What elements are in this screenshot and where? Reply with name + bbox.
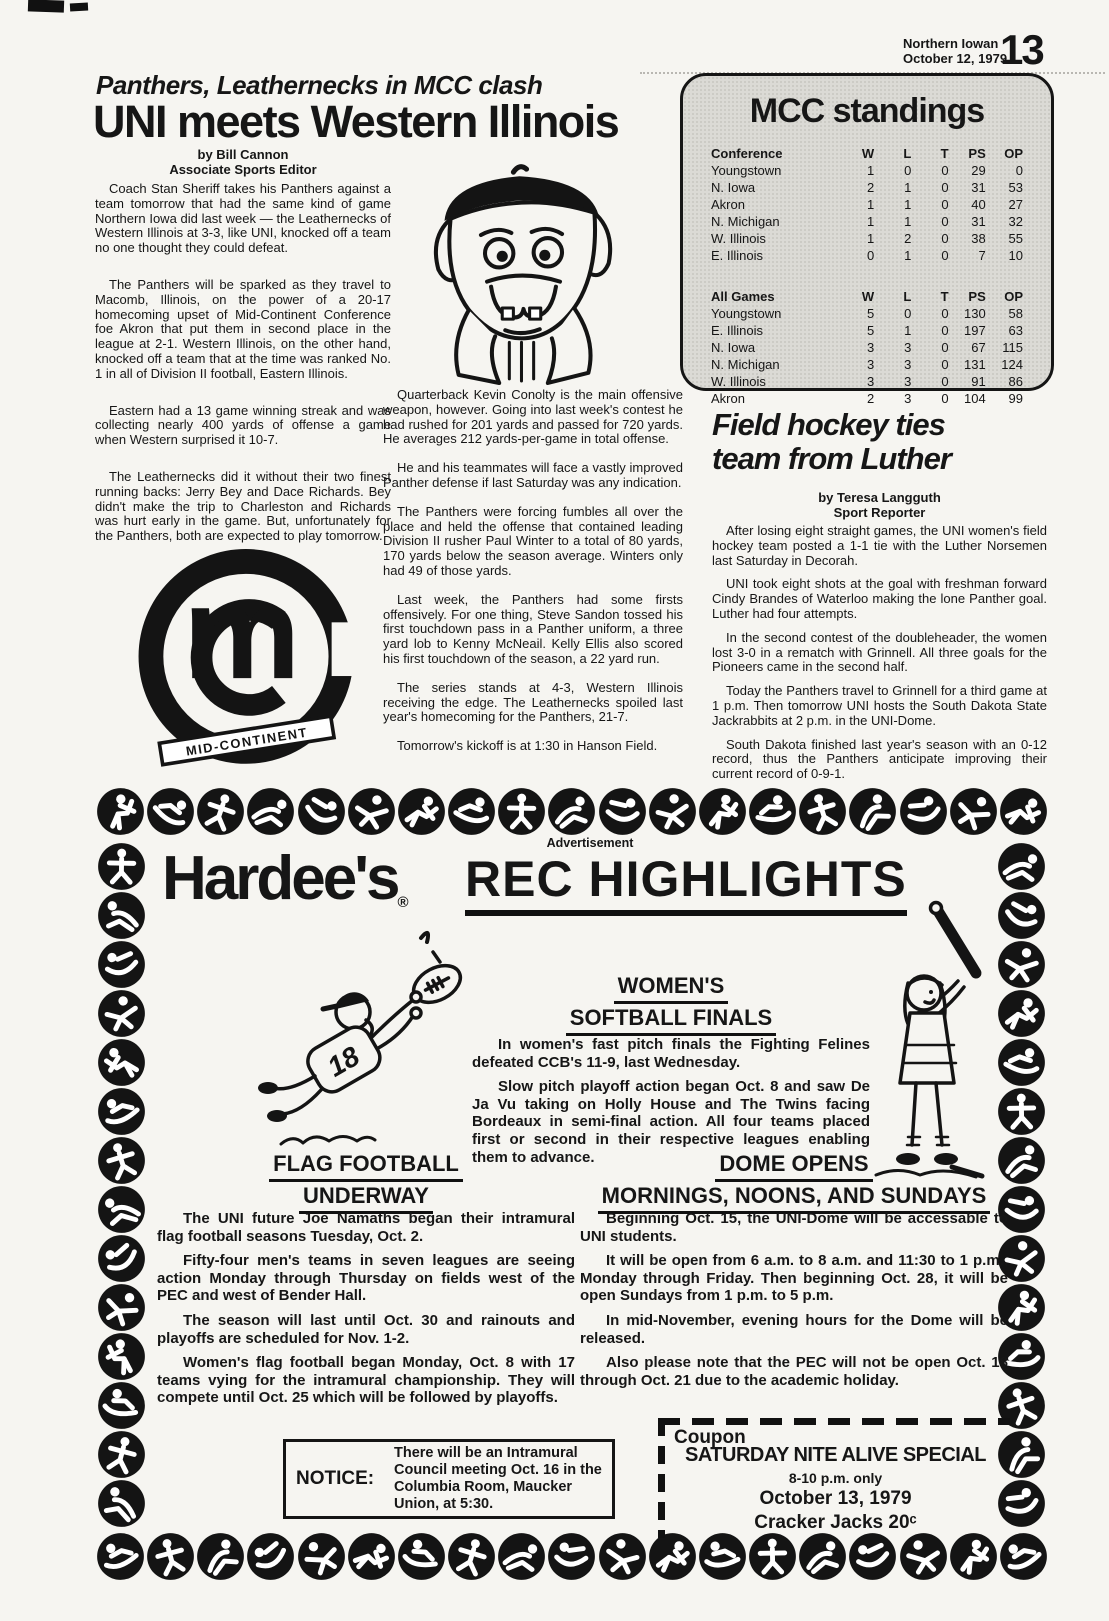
stat-value: 0 <box>941 374 949 389</box>
sports-pictogram-icon <box>97 842 146 891</box>
paragraph: South Dakota finished last year's season with an 0-12 record, thus the Panthers anticipate improving their current record of 0-9-1. <box>712 736 1047 782</box>
sports-pictogram-icon <box>246 787 295 836</box>
kicker-headline: Panthers, Leathernecks in MCC clash <box>96 70 543 100</box>
stat-value: 2 <box>904 231 912 246</box>
page-number: 13 <box>1000 26 1043 73</box>
hockey-byline-author: by Teresa Langguth <box>818 490 941 505</box>
sports-pictogram-icon <box>246 1532 295 1581</box>
paragraph: Slow pitch playoff action began Oct. 8 and saw De Ja Vu taking on Holly House and The Twins facing Bordeaux in semi-final action. All four teams placed first or second in their respective leagues enabling them to advance. <box>472 1078 870 1166</box>
stat-value: 1 <box>866 163 875 178</box>
sports-pictogram-icon <box>97 1283 146 1332</box>
standings-column-header: W <box>861 289 875 304</box>
sports-pictogram-icon <box>96 787 145 836</box>
stat-value: 53 <box>1008 180 1023 195</box>
football-player-illustration <box>225 918 483 1158</box>
print-mark <box>28 0 64 13</box>
standings-row <box>711 322 1023 339</box>
advertisement-label: Advertisement <box>546 836 634 850</box>
standings-column-header: OP <box>1004 146 1023 161</box>
standings-table <box>711 288 1023 407</box>
stat-value: 0 <box>941 231 949 246</box>
sports-pictogram-icon <box>598 787 647 836</box>
article-column-1 <box>95 182 391 566</box>
team-name: W. Illinois <box>711 374 766 389</box>
sports-pictogram-icon <box>899 787 948 836</box>
paragraph: In the second contest of the doubleheader, the women lost 3-0 in a rematch with Grinnell. All three goals for the Pioneers came in the second half. <box>712 629 1047 675</box>
sports-pictogram-icon <box>397 787 446 836</box>
sports-pictogram-icon <box>698 787 747 836</box>
stat-value: 0 <box>904 163 912 178</box>
paragraph: The series stands at 4-3, Western Illinois receiving the edge. The Leathernecks spoiled last year's homecoming for the Panthers, 21-7. <box>383 679 683 725</box>
standings-section-label: Conference <box>711 146 783 161</box>
team-name: Akron <box>711 197 745 212</box>
stat-value: 0 <box>904 306 912 321</box>
sports-pictogram-icon <box>598 1532 647 1581</box>
sports-pictogram-icon <box>347 787 396 836</box>
standings-column-header: W <box>861 146 875 161</box>
stat-value: 1 <box>904 180 912 195</box>
standings-title: MCC standings <box>749 92 985 130</box>
sports-pictogram-icon <box>997 940 1046 989</box>
paragraph: Tomorrow's kickoff is at 1:30 in Hanson Field. <box>397 738 658 754</box>
standings-row <box>711 230 1023 247</box>
stat-value: 0 <box>941 197 949 212</box>
paragraph: Eastern had a 13 game winning streak and was collecting nearly 400 yards of offense a game when Western surprised it 10-7. <box>95 402 391 448</box>
stat-value: 2 <box>866 391 875 406</box>
team-name: Akron <box>711 391 745 406</box>
stat-value: 29 <box>971 163 986 178</box>
sports-pictogram-icon <box>748 787 797 836</box>
stat-value: 1 <box>866 214 875 229</box>
paragraph: Last week, the Panthers had some firsts offensively. For one thing, Steve Sandon tossed his first touchdown pass in a Panther uniform, a three yard lob to Kenny McNeail. Kelly Ellis also scored his first touchdown of the season, a 22 yard run. <box>383 591 683 666</box>
standings-column-header: PS <box>968 146 986 161</box>
sports-pictogram-icon <box>96 1532 145 1581</box>
coupon-title: SATURDAY NITE ALIVE SPECIAL <box>685 1444 986 1466</box>
stat-value: 197 <box>964 323 986 338</box>
stat-value: 1 <box>904 197 912 212</box>
stat-value: 0 <box>941 180 949 195</box>
team-name: Youngstown <box>711 306 782 321</box>
sports-pictogram-icon <box>97 1185 146 1234</box>
sports-pictogram-icon <box>748 1532 797 1581</box>
sports-pictogram-icon <box>848 1532 897 1581</box>
sports-icon-border-bottom <box>96 1532 1048 1581</box>
coupon <box>658 1418 1010 1538</box>
paragraph: Women's flag football began Monday, Oct. 8 with 17 teams vying for the intramural championship. They will compete until Oct. 25 which will be followed by playoffs. <box>157 1354 575 1407</box>
standings-row <box>711 162 1023 179</box>
standings-column-header: T <box>940 289 949 304</box>
stat-value: 55 <box>1008 231 1023 246</box>
hockey-byline-block <box>712 490 1047 520</box>
sports-pictogram-icon <box>97 989 146 1038</box>
standings-row <box>711 390 1023 407</box>
sports-pictogram-icon <box>547 1532 596 1581</box>
paragraph: Quarterback Kevin Conolty is the main offensive weapon, however. Going into last week's contest he had rushed for 201 yards and passed for 720 yards. He averages 212 yards-per-game in total offense. <box>383 387 683 447</box>
main-headline: UNI meets Western Illinois <box>93 96 619 147</box>
paragraph: Beginning Oct. 15, the UNI-Dome will be accessable to UNI students. <box>580 1210 1008 1245</box>
sports-pictogram-icon <box>297 787 346 836</box>
stat-value: 5 <box>866 306 875 321</box>
standings-tables <box>683 131 1051 407</box>
hardees-logo <box>162 843 409 914</box>
sports-pictogram-icon <box>997 842 1046 891</box>
print-mark <box>70 3 88 12</box>
paragraph: UNI took eight shots at the goal with freshman forward Cindy Brandes of Waterloo making the lone Panther goal. Luther had four attempts. <box>712 576 1047 621</box>
team-name: Youngstown <box>711 163 782 178</box>
sports-pictogram-icon <box>97 1136 146 1185</box>
stat-value: 3 <box>866 374 875 389</box>
sports-pictogram-icon <box>97 1430 146 1479</box>
hockey-headline-line1: Field hockey ties <box>712 407 945 442</box>
stat-value: 0 <box>941 323 949 338</box>
sports-pictogram-icon <box>997 1087 1046 1136</box>
rec-highlights-title: REC HIGHLIGHTS <box>465 850 907 916</box>
publication-name: Northern Iowan <box>903 36 999 51</box>
standings-row <box>711 356 1023 373</box>
sports-pictogram-icon <box>146 1532 195 1581</box>
paragraph: He and his teammates will face a vastly improved Panther defense if last Saturday was any indication. <box>383 460 683 490</box>
stat-value: 67 <box>971 340 986 355</box>
sports-pictogram-icon <box>848 787 897 836</box>
stat-value: 7 <box>978 248 986 263</box>
hardees-logo-text: Hardee's <box>162 844 398 913</box>
stat-value: 86 <box>1008 374 1023 389</box>
flag-football-heading-line1: FLAG FOOTBALL <box>269 1150 463 1182</box>
sports-pictogram-icon <box>447 787 496 836</box>
stat-value: 1 <box>904 323 912 338</box>
coupon-date: October 13, 1979 <box>759 1488 912 1509</box>
paragraph: The Panthers were forcing fumbles all over the place and held the offense that contained leading Division II rusher Paul Winter to a total of 80 yards, 170 yards below the season average. Winters only had 49 of those yards. <box>383 503 683 578</box>
dome-paragraphs <box>580 1210 1008 1396</box>
team-name: N. Michigan <box>711 214 780 229</box>
sports-pictogram-icon <box>196 787 245 836</box>
flag-football-heading-line2: UNDERWAY <box>299 1182 433 1214</box>
hockey-byline-title: Sport Reporter <box>833 505 926 520</box>
sports-pictogram-icon <box>648 787 697 836</box>
dome-heading-line1: DOME OPENS <box>715 1150 872 1182</box>
sports-pictogram-icon <box>447 1532 496 1581</box>
stat-value: 27 <box>1008 197 1023 212</box>
standings-column-header: T <box>940 146 949 161</box>
softball-heading-line1: WOMEN'S <box>614 972 729 1004</box>
stat-value: 32 <box>1008 214 1023 229</box>
sports-pictogram-icon <box>97 1234 146 1283</box>
stat-value: 58 <box>1008 306 1023 321</box>
hockey-headline <box>712 408 1047 476</box>
stat-value: 0 <box>941 340 949 355</box>
byline-block <box>95 147 391 177</box>
sports-pictogram-icon <box>97 891 146 940</box>
coupon-label: Coupon <box>674 1427 746 1448</box>
sports-pictogram-icon <box>949 787 998 836</box>
standings-column-header: L <box>903 146 912 161</box>
sports-pictogram-icon <box>97 940 146 989</box>
jersey-number: 18 <box>322 1040 365 1083</box>
stat-value: 0 <box>941 214 949 229</box>
stat-value: 115 <box>1002 340 1023 355</box>
sports-pictogram-icon <box>949 1532 998 1581</box>
mcc-standings-box <box>680 73 1054 406</box>
sports-pictogram-icon <box>97 1087 146 1136</box>
paragraph: Today the Panthers travel to Grinnell for a third game at 1 p.m. Then tomorrow UNI hosts the South Dakota State Jackrabbits at 2 p.m. in the UNI-Dome. <box>712 683 1047 728</box>
paragraph: After losing eight straight games, the UNI women's field hockey team posted a 1-1 tie with the Luther Norsemen last Saturday in Decorah. <box>712 523 1047 568</box>
standings-section-label: All Games <box>711 289 775 304</box>
sports-pictogram-icon <box>798 1532 847 1581</box>
flag-football-heading <box>157 1150 575 1214</box>
dome-heading <box>580 1150 1008 1214</box>
svg-text:m: m <box>182 559 301 708</box>
coupon-body <box>668 1444 1003 1534</box>
standings-row <box>711 339 1023 356</box>
stat-value: 31 <box>971 180 986 195</box>
stat-value: 38 <box>971 231 986 246</box>
flag-football-paragraphs <box>157 1210 575 1414</box>
registered-mark: ® <box>397 894 409 911</box>
sports-pictogram-icon <box>648 1532 697 1581</box>
stat-value: 2 <box>866 180 875 195</box>
team-name: W. Illinois <box>711 231 766 246</box>
stat-value: 40 <box>971 197 986 212</box>
coupon-time: 8-10 p.m. only <box>788 1470 883 1486</box>
stat-value: 3 <box>866 340 875 355</box>
sports-pictogram-icon <box>347 1532 396 1581</box>
sports-pictogram-icon <box>698 1532 747 1581</box>
stat-value: 124 <box>1001 357 1023 372</box>
sports-pictogram-icon <box>297 1532 346 1581</box>
sports-pictogram-icon <box>196 1532 245 1581</box>
sports-pictogram-icon <box>146 787 195 836</box>
team-name: E. Illinois <box>711 248 764 263</box>
stat-value: 0 <box>941 163 949 178</box>
standings-row <box>711 373 1023 390</box>
paragraph: The UNI future Joe Namaths began their intramural flag football seasons Tuesday, Oct. 2. <box>157 1210 575 1245</box>
paragraph: The season will last until Oct. 30 and rainouts and playoffs are scheduled for Nov. 1-2. <box>157 1311 575 1347</box>
stat-value: 0 <box>941 357 949 372</box>
stat-value: 104 <box>964 391 986 406</box>
stat-value: 130 <box>964 306 986 321</box>
stat-value: 91 <box>971 374 986 389</box>
stat-value: 3 <box>904 357 912 372</box>
bulldog-mascot-illustration <box>415 158 630 386</box>
notice-box <box>283 1439 615 1519</box>
sports-pictogram-icon <box>798 787 847 836</box>
publication-date: October 12, 1979 <box>903 51 1008 66</box>
sports-pictogram-icon <box>497 787 546 836</box>
hockey-headline-line2: team from Luther <box>712 441 951 476</box>
sports-pictogram-icon <box>997 891 1046 940</box>
standings-row <box>711 305 1023 322</box>
sports-pictogram-icon <box>97 1332 146 1381</box>
stat-value: 1 <box>904 248 912 263</box>
stat-value: 3 <box>866 357 875 372</box>
sports-pictogram-icon <box>97 1479 146 1528</box>
hockey-article-column <box>712 524 1047 791</box>
sports-pictogram-icon <box>999 1532 1048 1581</box>
sports-icon-border-top <box>96 787 1048 836</box>
paragraph: In women's fast pitch finals the Fighting Felines defeated CCB's 11-9, last Wednesday. <box>472 1036 870 1071</box>
standings-row <box>711 196 1023 213</box>
team-name: N. Iowa <box>711 340 756 355</box>
stat-value: 0 <box>1015 163 1023 178</box>
dome-heading-line2: MORNINGS, NOONS, AND SUNDAYS <box>598 1182 991 1214</box>
paragraph: The Leathernecks did it without their two finest running backs: Jerry Bey and Dace Richards. Bey didn't make the trip to Charleston and Richards was hurt early in the game. But, unfortunately for the Panthers, both are expected to play tomorrow. <box>95 468 391 544</box>
stat-value: 131 <box>964 357 986 372</box>
stat-value: 1 <box>904 214 912 229</box>
paragraph: Also please note that the PEC will not be open Oct. 18 through Oct. 21 due to the academic holiday. <box>580 1354 1008 1389</box>
notice-text: There will be an Intramural Council meeting Oct. 16 in the Columbia Room, Maucker Union, at 5:30. <box>394 1445 602 1512</box>
sports-pictogram-icon <box>497 1532 546 1581</box>
softball-batter-illustration <box>852 893 1004 1193</box>
paragraph: Coach Stan Sheriff takes his Panthers against a team tomorrow that had the same kind of game Northern Iowa did last week — the Leathernecks of Western Illinois at 3-3, like UNI, knocked off a team no one thought they could defeat. <box>95 181 391 256</box>
byline-title: Associate Sports Editor <box>169 162 317 177</box>
standings-column-header: L <box>903 289 912 304</box>
team-name: N. Michigan <box>711 357 780 372</box>
mid-continent-conference-logo <box>128 548 368 770</box>
paragraph: Fifty-four men's teams in seven leagues are seeing action Monday through Thursday on fields west of the PEC and west of Bender Hall. <box>157 1252 575 1305</box>
sports-pictogram-icon <box>997 989 1046 1038</box>
stat-value: 3 <box>904 340 912 355</box>
standings-column-header: OP <box>1004 289 1023 304</box>
stat-value: 31 <box>971 214 986 229</box>
byline-author: by Bill Cannon <box>197 147 289 162</box>
stat-value: 10 <box>1008 248 1023 263</box>
standings-column-header: PS <box>968 289 986 304</box>
stat-value: 99 <box>1008 391 1023 406</box>
stat-value: 3 <box>904 391 912 406</box>
stat-value: 0 <box>941 248 949 263</box>
softball-heading <box>472 972 870 1036</box>
article-column-2 <box>383 388 683 768</box>
paragraph: In mid-November, evening hours for the Dome will be released. <box>580 1311 1008 1347</box>
sports-pictogram-icon <box>999 787 1048 836</box>
sports-pictogram-icon <box>97 1038 146 1087</box>
standings-row <box>711 179 1023 196</box>
stat-value: 1 <box>866 231 875 246</box>
team-name: N. Iowa <box>711 180 756 195</box>
stat-value: 0 <box>866 248 875 263</box>
softball-heading-line2: SOFTBALL FINALS <box>566 1004 776 1036</box>
stat-value: 0 <box>941 306 949 321</box>
sports-pictogram-icon <box>899 1532 948 1581</box>
sports-pictogram-icon <box>547 787 596 836</box>
stat-value: 3 <box>904 374 912 389</box>
standings-row <box>711 213 1023 230</box>
standings-table <box>711 145 1023 264</box>
standings-row <box>711 247 1023 264</box>
paragraph: The Panthers will be sparked as they travel to Macomb, Illinois, on the power of a 20-17 homecoming upset of Mid-Continent Conference foe Akron that put them in second place in the league at 2-1. Western Illinois, on the other hand, knocked off a team that at the time was ranked No. 1 in all of Division II football, Eastern Illinois. <box>95 276 391 381</box>
paragraph: It will be open from 6 a.m. to 8 a.m. and 11:30 to 1 p.m., Monday through Friday. Then beginning Oct. 28, it will be open Sundays from 1 p.m. to 5 p.m. <box>580 1252 1008 1305</box>
stat-value: 63 <box>1008 323 1023 338</box>
sports-pictogram-icon <box>97 1381 146 1430</box>
mcc-logo-banner-text: MID-CONTINENT <box>184 724 309 759</box>
sports-pictogram-icon <box>997 1038 1046 1087</box>
stat-value: 0 <box>941 391 949 406</box>
stat-value: 1 <box>866 197 875 212</box>
notice-label: NOTICE: <box>296 1468 375 1489</box>
team-name: E. Illinois <box>711 323 764 338</box>
sports-icon-border-left <box>97 842 146 1527</box>
sports-pictogram-icon <box>397 1532 446 1581</box>
coupon-item: Cracker Jacks 20ᶜ <box>754 1512 917 1533</box>
stat-value: 5 <box>866 323 875 338</box>
